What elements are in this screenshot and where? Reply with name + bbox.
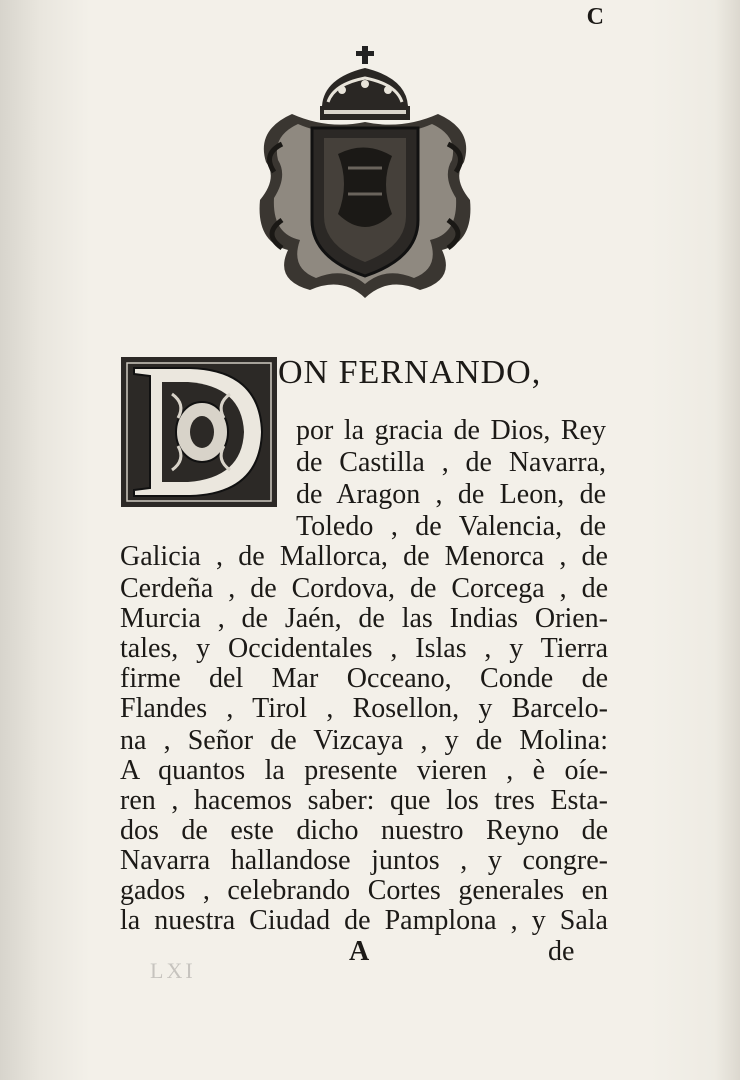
page-signature-mark: C: [586, 4, 604, 30]
text-line: de Castilla , de Navarra,: [296, 447, 606, 478]
text-line: ON FERNANDO,: [278, 354, 542, 391]
text-line: Galicia , de Mallorca, de Menorca , de: [120, 541, 608, 572]
text-line: dos de este dicho nuestro Reyno de: [120, 815, 608, 846]
text-line: tales, y Occidentales , Islas , y Tierra: [120, 633, 608, 664]
royal-coat-of-arms: [252, 44, 478, 304]
text-line: Cerdeña , de Cordova, de Corcega , de: [120, 573, 608, 604]
text-line: firme del Mar Occeano, Conde de: [120, 663, 608, 694]
text-line: Navarra hallandose juntos , y congre-: [120, 845, 608, 876]
text-line: na , Señor de Vizcaya , y de Molina:: [120, 725, 608, 756]
text-line: gados , celebrando Cortes generales en: [120, 875, 608, 906]
text-line: de Aragon , de Leon, de: [296, 479, 606, 510]
decorated-initial-d: [120, 356, 278, 508]
text-line: Toledo , de Valencia, de: [296, 511, 606, 542]
text-line: A quantos la presente vieren , è oíe-: [120, 755, 608, 786]
text-line: Murcia , de Jaén, de las Indias Orien-: [120, 603, 608, 634]
faint-stamp-mark: LXI: [150, 958, 196, 983]
text-line: la nuestra Ciudad de Pamplona , y Sala: [120, 905, 608, 936]
text-line: por la gracia de Dios, Rey: [296, 415, 606, 446]
signature-letter: A: [349, 936, 370, 967]
text-line: Flandes , Tirol , Rosellon, y Barcelo-: [120, 693, 608, 724]
catchword: de: [548, 936, 575, 967]
text-line: ren , hacemos saber: que los tres Esta-: [120, 785, 608, 816]
